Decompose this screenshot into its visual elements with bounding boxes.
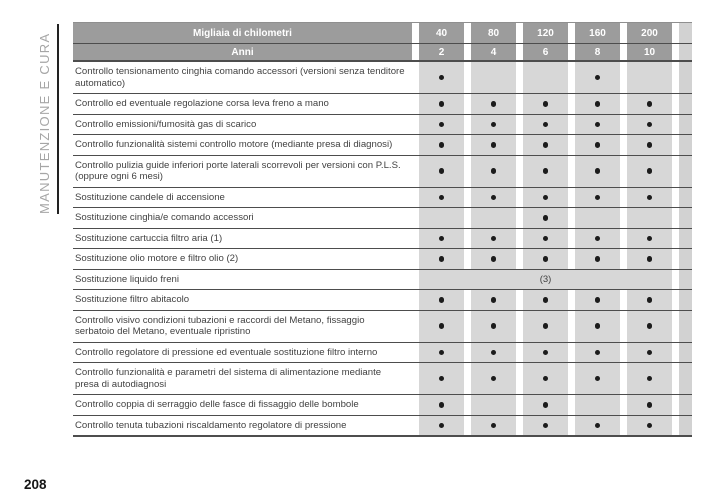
schedule-cell-marked — [419, 156, 464, 187]
table-edge-strip — [679, 416, 692, 436]
bullet-dot — [647, 122, 653, 128]
task-label: Controllo visivo condizioni tubazioni e raccordi del Metano, fissaggio serbatoio del Metano, eventuale ripristino — [75, 314, 365, 337]
bullet-dot — [439, 256, 445, 262]
table-edge-strip — [679, 115, 692, 135]
schedule-cell-marked — [471, 94, 516, 114]
km-col-header: 40 — [419, 23, 464, 43]
years-col-header: 2 — [419, 44, 464, 60]
schedule-cell-marked — [419, 188, 464, 208]
bullet-dot — [595, 195, 601, 201]
schedule-cell-marked — [575, 115, 620, 135]
sidebar-chapter-label: MANUTENZIONE E CURA — [37, 32, 52, 214]
years-col-header: 4 — [471, 44, 516, 60]
bullet-dot — [595, 350, 601, 356]
schedule-cell-marked — [575, 311, 620, 342]
table-edge-strip — [679, 229, 692, 249]
schedule-cell-marked — [419, 94, 464, 114]
task-label: Controllo funzionalità e parametri del sistema di alimentazione mediante presa di autodiagnosi — [75, 367, 382, 390]
schedule-cell-marked — [523, 208, 568, 228]
table-edge-strip — [679, 23, 692, 43]
km-col-header: 120 — [523, 23, 568, 43]
schedule-cell-marked — [471, 115, 516, 135]
bullet-dot — [439, 423, 445, 429]
km-col-header: 200 — [627, 23, 672, 43]
km-header-label: Migliaia di chilometri — [73, 23, 412, 43]
schedule-cell-marked — [575, 135, 620, 155]
table-edge-strip — [679, 188, 692, 208]
schedule-cell-marked — [419, 363, 464, 394]
schedule-cell-marked — [471, 311, 516, 342]
table-row — [73, 156, 692, 188]
schedule-cell-marked — [419, 416, 464, 436]
task-label: Controllo pulizia guide inferiori porte laterali scorrevoli per versioni con P.L.S. (oppure ogni 6 mesi) — [75, 159, 401, 182]
schedule-cell-marked — [627, 156, 672, 187]
bullet-dot — [647, 236, 653, 242]
schedule-note-cell: (3) — [419, 270, 672, 290]
schedule-cell-marked — [575, 188, 620, 208]
schedule-cell-marked — [575, 363, 620, 394]
bullet-dot — [491, 297, 497, 303]
schedule-cell-empty — [627, 208, 672, 228]
table-edge-strip — [679, 270, 692, 290]
header-row-km — [73, 23, 692, 44]
bullet-dot — [439, 101, 445, 107]
task-label: Sostituzione olio motore e filtro olio (2) — [75, 253, 239, 264]
bullet-dot — [647, 323, 653, 329]
bullet-dot — [647, 142, 653, 148]
bullet-dot — [439, 297, 445, 303]
bullet-dot — [491, 168, 497, 174]
schedule-cell-marked — [575, 416, 620, 436]
bullet-dot — [647, 350, 653, 356]
bullet-dot — [439, 236, 445, 242]
schedule-cell-marked — [523, 343, 568, 363]
schedule-cell-marked — [627, 290, 672, 310]
schedule-cell-marked — [523, 290, 568, 310]
bullet-dot — [595, 256, 601, 262]
bullet-dot — [491, 142, 497, 148]
bullet-dot — [595, 101, 601, 107]
years-col-header: 8 — [575, 44, 620, 60]
bullet-dot — [491, 101, 497, 107]
bullet-dot — [595, 122, 601, 128]
task-label: Controllo funzionalità sistemi controllo motore (mediante presa di diagnosi) — [75, 139, 393, 150]
schedule-cell-marked — [523, 229, 568, 249]
bullet-dot — [439, 168, 445, 174]
schedule-cell-empty — [471, 208, 516, 228]
table-edge-strip — [679, 249, 692, 269]
schedule-cell-empty — [627, 62, 672, 93]
task-label: Controllo coppia di serraggio delle fasce di fissaggio delle bombole — [75, 399, 359, 410]
header-row-years — [73, 44, 692, 62]
schedule-cell-empty — [575, 208, 620, 228]
schedule-cell-marked — [523, 249, 568, 269]
schedule-cell-marked — [523, 135, 568, 155]
bullet-dot — [439, 323, 445, 329]
bullet-dot — [491, 122, 497, 128]
bullet-dot — [595, 323, 601, 329]
schedule-cell-marked — [419, 343, 464, 363]
schedule-cell-empty — [471, 62, 516, 93]
bullet-dot — [543, 350, 549, 356]
bullet-dot — [647, 297, 653, 303]
years-header-label: Anni — [73, 44, 412, 60]
schedule-cell-marked — [523, 311, 568, 342]
years-col-header: 6 — [523, 44, 568, 60]
bullet-dot — [543, 236, 549, 242]
bullet-dot — [543, 423, 549, 429]
bullet-dot — [647, 376, 653, 382]
bullet-dot — [543, 297, 549, 303]
schedule-cell-marked — [575, 229, 620, 249]
bullet-dot — [439, 122, 445, 128]
bullet-dot — [543, 168, 549, 174]
bullet-dot — [543, 323, 549, 329]
years-col-header: 10 — [627, 44, 672, 60]
sidebar-rule — [57, 24, 59, 214]
schedule-cell-marked — [523, 115, 568, 135]
km-col-header: 80 — [471, 23, 516, 43]
table-edge-strip — [679, 311, 692, 342]
schedule-cell-marked — [627, 363, 672, 394]
schedule-cell-marked — [419, 135, 464, 155]
bullet-dot — [439, 195, 445, 201]
schedule-cell-marked — [627, 229, 672, 249]
schedule-cell-marked — [523, 363, 568, 394]
schedule-cell-marked — [471, 188, 516, 208]
schedule-cell-marked — [471, 290, 516, 310]
bullet-dot — [491, 323, 497, 329]
schedule-cell-marked — [627, 188, 672, 208]
schedule-cell-marked — [523, 416, 568, 436]
schedule-cell-marked — [419, 290, 464, 310]
table-row — [73, 135, 692, 156]
bullet-dot — [491, 256, 497, 262]
task-label: Sostituzione cartuccia filtro aria (1) — [75, 232, 223, 244]
table-row — [73, 395, 692, 416]
schedule-cell-marked — [575, 290, 620, 310]
table-row — [73, 94, 692, 115]
bullet-dot — [543, 195, 549, 201]
schedule-cell-marked — [523, 395, 568, 415]
schedule-cell-marked — [471, 156, 516, 187]
schedule-cell-marked — [627, 416, 672, 436]
task-label: Controllo ed eventuale regolazione corsa leva freno a mano — [75, 98, 329, 109]
bullet-dot — [543, 101, 549, 107]
schedule-cell-marked — [627, 343, 672, 363]
task-label: Sostituzione candele di accensione — [75, 191, 225, 203]
table-row — [73, 363, 692, 395]
schedule-cell-empty — [419, 208, 464, 228]
bullet-dot — [595, 168, 601, 174]
bullet-dot — [647, 195, 653, 201]
bullet-dot — [491, 195, 497, 201]
schedule-cell-empty — [523, 62, 568, 93]
schedule-cell-marked — [627, 94, 672, 114]
schedule-cell-marked — [471, 363, 516, 394]
schedule-cell-marked — [575, 343, 620, 363]
bullet-dot — [595, 142, 601, 148]
schedule-cell-marked — [575, 249, 620, 269]
bullet-dot — [543, 122, 549, 128]
table-row — [73, 311, 692, 343]
schedule-cell-marked — [523, 94, 568, 114]
bullet-dot — [647, 101, 653, 107]
task-label: Sostituzione liquido freni — [75, 273, 179, 285]
bullet-dot — [543, 142, 549, 148]
table-edge-strip — [679, 363, 692, 394]
schedule-cell-marked — [575, 62, 620, 93]
schedule-cell-marked — [471, 343, 516, 363]
km-col-header: 160 — [575, 23, 620, 43]
table-row — [73, 270, 692, 291]
schedule-cell-marked — [419, 311, 464, 342]
bullet-dot — [647, 423, 653, 429]
schedule-cell-marked — [419, 395, 464, 415]
page-number: 208 — [24, 477, 47, 492]
table-edge-strip — [679, 44, 692, 60]
schedule-cell-marked — [471, 135, 516, 155]
schedule-cell-marked — [627, 395, 672, 415]
task-label: Sostituzione cinghia/e comando accessori — [75, 212, 254, 223]
schedule-cell-marked — [627, 249, 672, 269]
bullet-dot — [595, 376, 601, 382]
table-row — [73, 416, 692, 438]
bullet-dot — [491, 423, 497, 429]
task-label: Sostituzione filtro abitacolo — [75, 294, 190, 305]
table-row — [73, 115, 692, 136]
schedule-cell-marked — [575, 94, 620, 114]
schedule-cell-marked — [471, 249, 516, 269]
bullet-dot — [491, 350, 497, 356]
task-label: Controllo tensionamento cinghia comando accessori (versioni senza tenditore automatico) — [75, 66, 405, 89]
bullet-dot — [595, 297, 601, 303]
table-row — [73, 208, 692, 229]
bullet-dot — [647, 168, 653, 174]
table-row — [73, 343, 692, 364]
table-row — [73, 62, 692, 94]
schedule-cell-marked — [523, 156, 568, 187]
bullet-dot — [543, 402, 549, 408]
bullet-dot — [543, 376, 549, 382]
bullet-dot — [595, 423, 601, 429]
table-edge-strip — [679, 208, 692, 228]
table-row — [73, 290, 692, 311]
bullet-dot — [439, 350, 445, 356]
task-label: Controllo regolatore di pressione ed eventuale sostituzione filtro interno — [75, 346, 378, 358]
table-edge-strip — [679, 343, 692, 363]
schedule-cell-marked — [523, 188, 568, 208]
table-row — [73, 229, 692, 250]
bullet-dot — [439, 376, 445, 382]
schedule-cell-marked — [419, 62, 464, 93]
table-edge-strip — [679, 290, 692, 310]
schedule-cell-marked — [419, 115, 464, 135]
table-edge-strip — [679, 395, 692, 415]
table-body — [73, 62, 692, 437]
bullet-dot — [491, 236, 497, 242]
maintenance-table — [73, 22, 692, 437]
bullet-dot — [439, 142, 445, 148]
bullet-dot — [647, 402, 653, 408]
schedule-cell-marked — [627, 115, 672, 135]
bullet-dot — [439, 75, 445, 81]
bullet-dot — [647, 256, 653, 262]
schedule-cell-empty — [575, 395, 620, 415]
schedule-cell-marked — [471, 229, 516, 249]
bullet-dot — [595, 236, 601, 242]
table-edge-strip — [679, 135, 692, 155]
task-label: Controllo emissioni/fumosità gas di scarico — [75, 118, 257, 130]
schedule-cell-marked — [575, 156, 620, 187]
table-row — [73, 188, 692, 209]
table-edge-strip — [679, 156, 692, 187]
schedule-cell-marked — [627, 135, 672, 155]
table-row — [73, 249, 692, 270]
bullet-dot — [543, 215, 549, 221]
schedule-cell-marked — [419, 249, 464, 269]
schedule-cell-empty — [471, 395, 516, 415]
task-label: Controllo tenuta tubazioni riscaldamento regolatore di pressione — [75, 419, 347, 431]
schedule-cell-marked — [419, 229, 464, 249]
table-edge-strip — [679, 94, 692, 114]
bullet-dot — [543, 256, 549, 262]
schedule-cell-marked — [471, 416, 516, 436]
schedule-cell-marked — [627, 311, 672, 342]
bullet-dot — [491, 376, 497, 382]
bullet-dot — [439, 402, 445, 408]
table-edge-strip — [679, 62, 692, 93]
bullet-dot — [595, 75, 601, 81]
